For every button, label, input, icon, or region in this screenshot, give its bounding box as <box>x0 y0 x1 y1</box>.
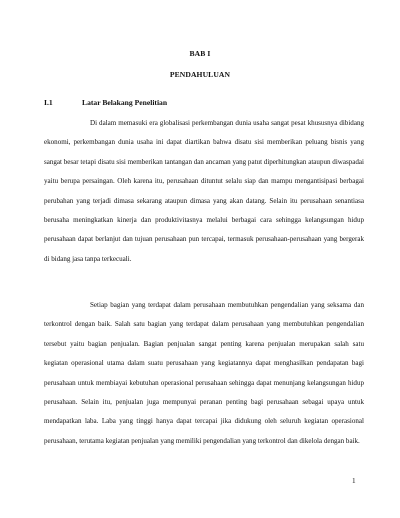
section-number: I.1 <box>44 98 53 107</box>
paragraph-text: Setiap bagian yang terdapat dalam perusahaan membutuhkan pengendalian yang seksama dan terkontrol dengan baik. Salah satu bagian yang terdapat dalam perusahaan yang membutuhkan pengendalian tersebut yaitu bagian penjualan. Bagian penjualan sangat penting karena penjualan merupakan salah satu kegiatan operasional utama dalam suatu perusahaan yang kegiatannya dapat menghasilkan pendapatan bagi perusahaan untuk membiayai kebutuhan operasional perusahaan sehingga dapat menunjang kelangsungan hidup perusahaan. Selain itu, penjualan juga mempunyai peranan penting bagi perusahaan sebagai upaya untuk mendapatkan laba. Laba yang tinggi hanya dapat tercapai jika didukung oleh seluruh kegiatan operasional perusahaan, terutama kegiatan penjualan yang memiliki pengendalian yang terkontrol dan dikelola dengan baik. <box>44 301 364 445</box>
paragraph-text: Di dalam memasuki era globalisasi perkembangan dunia usaha sangat pesat khususnya dibidang ekonomi, perkembangan dunia usaha ini dapat diartikan bahwa disatu sisi memberikan peluang bisnis yang sangat besar tetapi disatu sisi memberikan tantangan dan ancaman yang patut diperhitungkan ataupun diwaspadai yaitu berupa persaingan. Oleh karena itu, perusahaan dituntut selalu siap dan mampu mengantisipasi berbagai perubahan yang terjadi dimasa sekarang ataupun dimasa yang akan datang. Selain itu perusahaan senantiasa berusaha meningkatkan kinerja dan produktivitasnya melalui berbagai cara sehingga kelangsungan hidup perusahaan dapat berlanjut dan tujuan perusahaan pun tercapai, termasuk perusahaan-perusahaan yang bergerak di bidang jasa tanpa terkecuali. <box>44 119 364 263</box>
chapter-title: PENDAHULUAN <box>169 70 231 79</box>
section-title: Latar Belakang Penelitian <box>82 98 168 107</box>
section-heading <box>44 98 167 107</box>
chapter-number: BAB I <box>189 49 211 58</box>
page-number: 1 <box>352 477 356 485</box>
body-paragraph-1 <box>44 114 364 269</box>
body-paragraph-2 <box>44 296 364 451</box>
